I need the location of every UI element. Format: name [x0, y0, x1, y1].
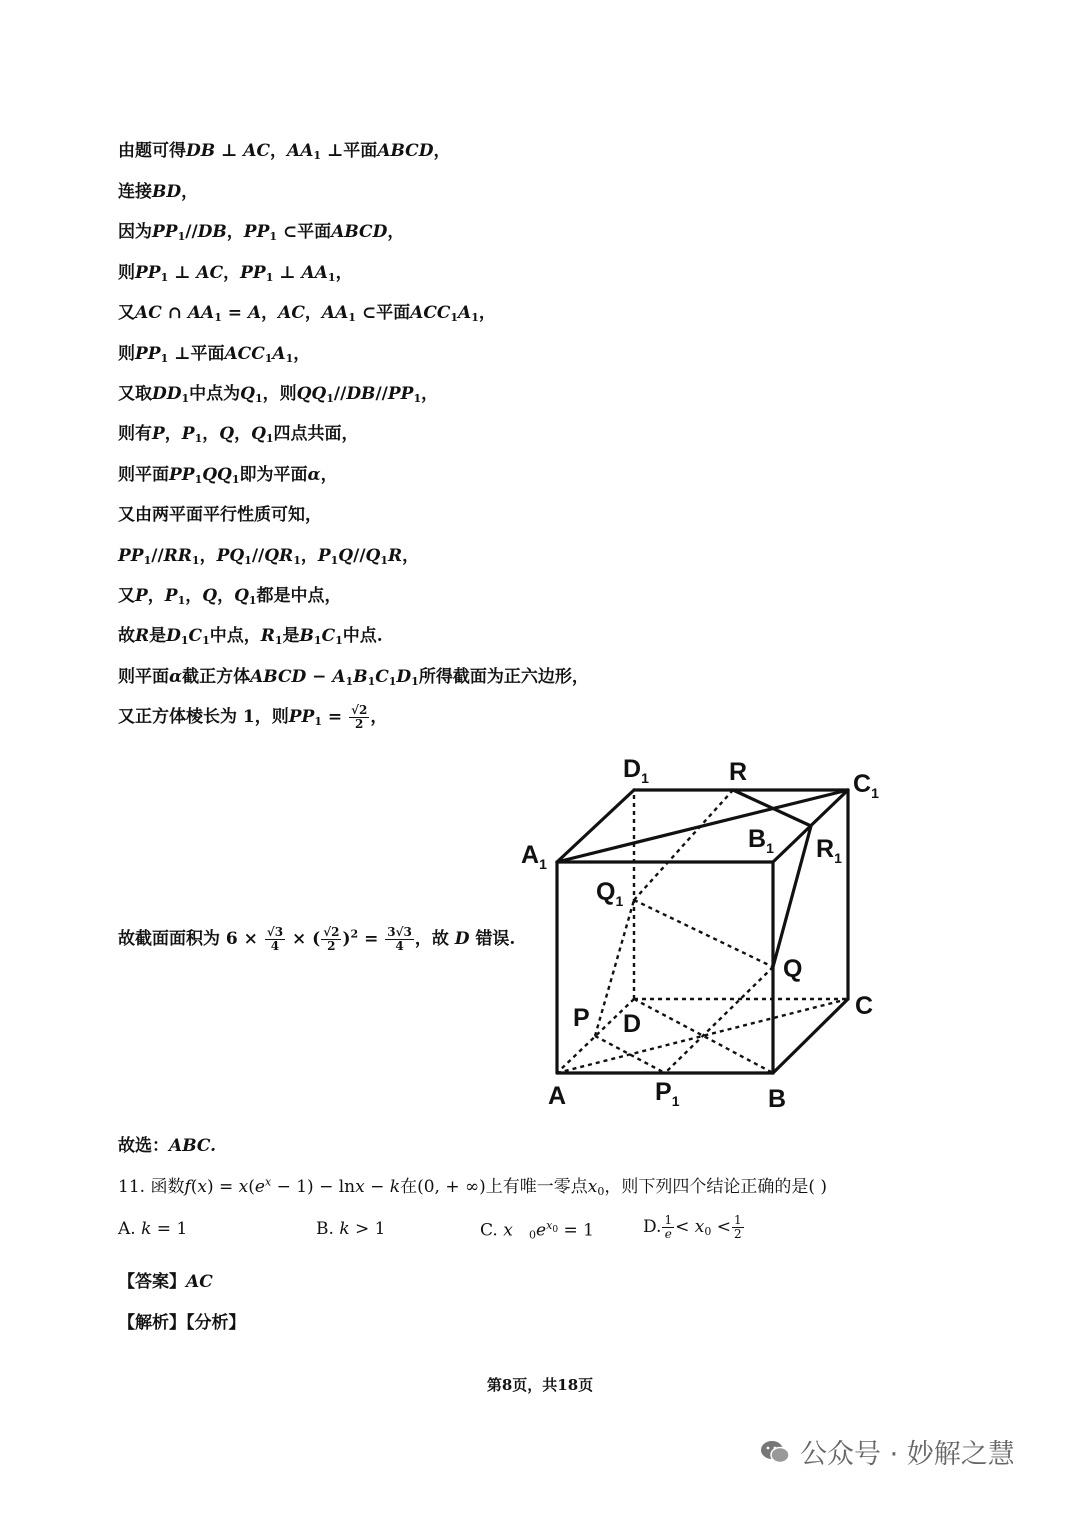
analysis-tag: 【解析】【分析】	[118, 1313, 246, 1333]
line-R1-Q	[773, 826, 811, 967]
line-Q1-R	[634, 790, 733, 900]
line-R-R1	[733, 790, 811, 826]
solution-line-10: 又由两平面平行性质可知，	[118, 505, 322, 525]
label-D1: $D_1$	[623, 755, 649, 786]
solution-line-5: 又AC ∩ $AA_1 = A$，AC，$AA_1$ ⊂平面$ACC_1A_1$，	[118, 303, 496, 324]
line-Q-P1	[665, 967, 773, 1073]
label-B: B	[768, 1085, 787, 1113]
watermark: 公众号 · 妙解之慧	[760, 1432, 1015, 1471]
option-b: B. k > 1	[316, 1219, 386, 1239]
solution-line-12: 又P，$P_1$，Q，$Q_1$都是中点，	[118, 586, 342, 607]
label-A1: $A_1$	[521, 841, 547, 872]
label-Q1: $Q_1$	[596, 878, 624, 909]
wechat-icon	[760, 1439, 790, 1465]
page-footer: 第8页，共18页	[486, 1376, 594, 1394]
solution-line-15: 又正方体棱长为 1，则$PP_1$ = $\frac{√2}{2}$ ，	[118, 703, 388, 731]
solution-line-6: 则$PP_1$ ⊥平面$ACC_1A_1$，	[118, 344, 311, 365]
label-D: D	[623, 1010, 642, 1038]
solution-line-11: $PP_1//RR_1$，$PQ_1//QR_1$，$P_1Q//Q_1R$，	[118, 546, 420, 567]
solution-line-8: 则有P，$P_1$，Q，$Q_1$四点共面，	[118, 424, 359, 445]
solution-line-4: 则$PP_1$ ⊥ AC，$PP_1$ ⊥ $AA_1$，	[118, 263, 353, 284]
solution-line-7: 又取$DD_1$中点为$Q_1$，则$QQ_1//DB//PP_1$，	[118, 384, 439, 405]
answer-tag: 【答案】AC	[118, 1272, 213, 1292]
edge-B-C	[773, 999, 848, 1073]
label-C: C	[855, 992, 874, 1020]
cube-figure	[505, 740, 905, 1120]
label-Q: Q	[783, 955, 803, 983]
solution-line-9: 则平面$PP_1QQ_1$即为平面α，	[118, 465, 338, 486]
option-d: D. $\frac{1}{e}$ < $x_0$ < $\frac{1}{2}$	[643, 1213, 742, 1241]
solution-line-3: 因为$PP_1//DB$，$PP_1$ ⊂平面ABCD，	[118, 222, 405, 243]
question-11-stem: 11. 函数$f(x) = x(e^x - 1) - \ln x - k$在(0, + ∞)上有唯一零点$x_0$，则下列四个结论正确的是( )	[118, 1175, 828, 1198]
label-A: A	[548, 1082, 567, 1110]
label-P1: $P_1$	[655, 1078, 680, 1109]
label-R: R	[729, 758, 748, 786]
option-c: C. x $_0e^{x_0} = 1$	[480, 1219, 594, 1242]
answer-line: 故选：ABC.	[118, 1136, 217, 1156]
label-P: P	[573, 1004, 590, 1032]
solution-line-1: 由题可得DB ⊥ AC，$AA_1$ ⊥平面ABCD，	[118, 141, 451, 162]
label-C1: $C_1$	[853, 770, 879, 801]
option-a: A. k = 1	[118, 1219, 188, 1239]
label-B1: $B_1$	[748, 825, 774, 856]
line-Q1-Q	[634, 900, 773, 967]
solution-line-2: 连接BD，	[118, 182, 199, 202]
label-R1: $R_1$	[816, 835, 842, 866]
area-line: 故截面面积为 6 × $\frac{√3}{4}$ × ( $\frac{√2}{2}$ )$^2$ = $\frac{3√3}{4}$ ，故 D 错误.	[118, 925, 516, 953]
solution-line-14: 则平面α截正方体ABCD − $A_1B_1C_1D_1$所得截面为正六边形，	[118, 667, 589, 688]
solution-line-13: 故R是$D_1C_1$中点，$R_1$是$B_1C_1$中点.	[118, 626, 383, 647]
